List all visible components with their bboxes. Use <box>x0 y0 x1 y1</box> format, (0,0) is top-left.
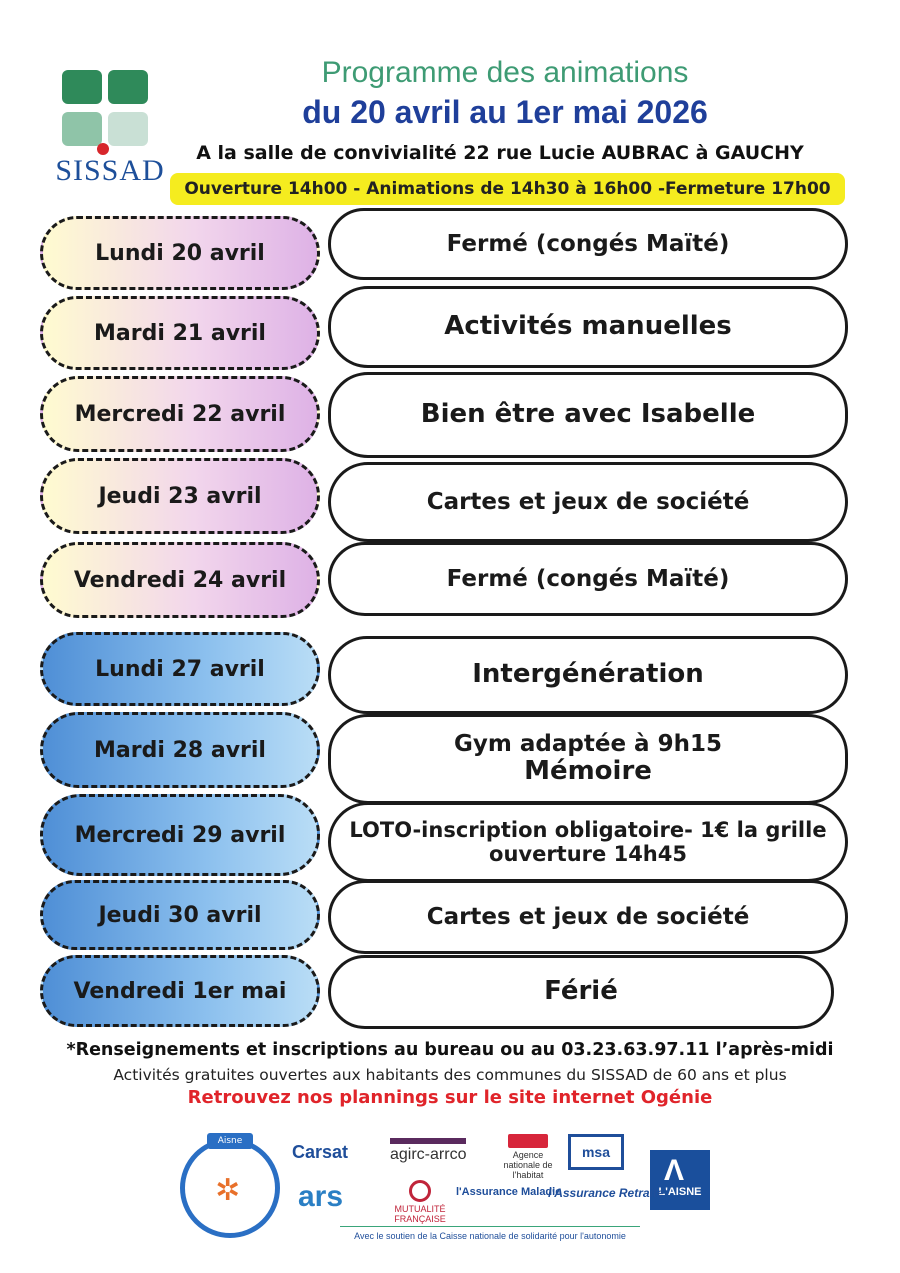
activity-text: Cartes et jeux de société <box>426 488 750 515</box>
mutualite-mark-icon <box>409 1180 431 1202</box>
activity-text: Fermé (congés Maïté) <box>446 565 730 592</box>
conference-financeurs-logo <box>180 1138 280 1238</box>
figures-icon: ✲ <box>215 1173 241 1208</box>
activity-text: Férié <box>544 976 618 1007</box>
day-label: Mercredi 29 avril <box>40 794 320 876</box>
day-label: Mercredi 22 avril <box>40 376 320 452</box>
activity-text: LOTO-inscription obligatoire- 1€ la grille <box>349 817 827 842</box>
cnsa-support-note: Avec le soutien de la Caisse nationale de solidarité pour l'autonomie <box>340 1226 640 1241</box>
logo-square <box>108 70 148 104</box>
anah-logo <box>498 1134 558 1180</box>
anah-mark-icon <box>508 1134 548 1148</box>
mutualite-label: MUTUALITÉ FRANÇAISE <box>394 1204 446 1224</box>
eligibility-text: Activités gratuites ouvertes aux habitants des communes du SISSAD de 60 ans et plus <box>113 1066 787 1084</box>
day-label: Vendredi 24 avril <box>40 542 320 618</box>
date-range: du 20 avril au 1er mai 2026 <box>302 94 708 130</box>
activity-text: Intergénération <box>472 659 704 690</box>
day-label: Mardi 21 avril <box>40 296 320 370</box>
day-label: Jeudi 23 avril <box>40 458 320 534</box>
day-label: Jeudi 30 avril <box>40 880 320 950</box>
assurance-maladie-logo: l'Assurance Maladie <box>456 1186 562 1198</box>
day-label: Mardi 28 avril <box>40 712 320 788</box>
mutualite-logo <box>390 1180 450 1224</box>
logo-square <box>108 112 148 146</box>
assurance-retraite-logo: l'Assurance Retraite <box>548 1186 664 1200</box>
activity-box <box>328 714 848 804</box>
aisne-logo <box>650 1150 710 1210</box>
opening-hours: Ouverture 14h00 - Animations de 14h30 à 16h00 -Fermeture 17h00 <box>170 173 845 205</box>
activity-box <box>328 636 848 714</box>
sissad-logo <box>50 70 170 190</box>
carsat-logo: Carsat <box>292 1142 349 1162</box>
msa-logo: msa <box>568 1134 624 1170</box>
website-note: Retrouvez nos plannings sur le site internet Ogénie <box>187 1087 713 1108</box>
activity-text: Gym adaptée à 9h15 <box>454 730 722 757</box>
address: A la salle de convivialité 22 rue Lucie AUBRAC à GAUCHY <box>196 142 804 164</box>
activity-text: Activités manuelles <box>444 311 732 342</box>
activity-text: Cartes et jeux de société <box>426 903 750 930</box>
activity-text: Bien être avec Isabelle <box>420 399 756 430</box>
aisne-label: L'AISNE <box>658 1186 702 1198</box>
activity-box <box>328 208 848 280</box>
aisne-a-icon: Λ <box>664 1154 685 1187</box>
logo-name: SISSAD <box>55 154 165 187</box>
activity-box <box>328 542 848 616</box>
page-title: Programme des animations <box>321 56 689 89</box>
contact-info: *Renseignements et inscriptions au bureau ou au 03.23.63.97.11 l’après-midi <box>66 1040 834 1060</box>
agirc-arrco-logo: agirc-arrco <box>390 1138 466 1164</box>
activity-text-secondary: Mémoire <box>524 756 652 787</box>
anah-label: Agence nationale de l'habitat <box>503 1150 553 1180</box>
activity-text-secondary: ouverture 14h45 <box>489 842 687 866</box>
conference-tag: Aisne <box>207 1133 253 1149</box>
activity-box <box>328 462 848 542</box>
logo-square <box>62 112 102 146</box>
activity-text: Fermé (congés Maïté) <box>446 230 730 257</box>
partner-logos <box>180 1130 740 1250</box>
day-label: Lundi 20 avril <box>40 216 320 290</box>
ars-logo: ars <box>298 1180 344 1213</box>
day-label: Vendredi 1er mai <box>40 955 320 1027</box>
day-label: Lundi 27 avril <box>40 632 320 706</box>
activity-box <box>328 286 848 368</box>
activity-box <box>328 955 834 1029</box>
logo-square <box>62 70 102 104</box>
activity-box <box>328 372 848 458</box>
activity-box <box>328 880 848 954</box>
activity-box <box>328 802 848 882</box>
